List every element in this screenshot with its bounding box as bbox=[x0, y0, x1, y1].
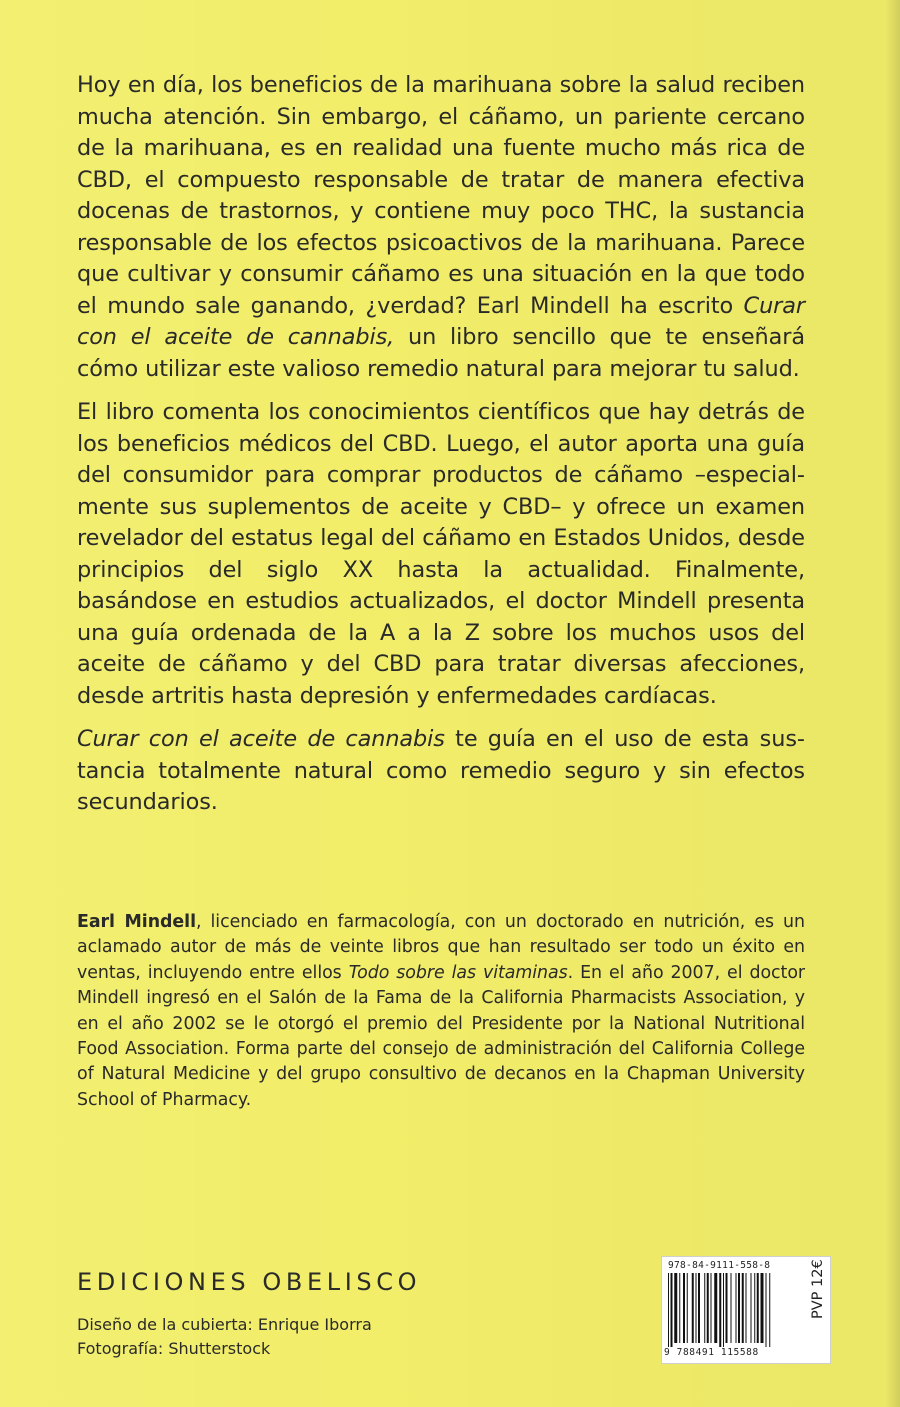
barcode-bar bbox=[714, 1273, 717, 1343]
author-name: Earl Mindell bbox=[77, 912, 196, 932]
barcode-bar bbox=[731, 1273, 732, 1343]
isbn-digits: 9 788491 115588 bbox=[664, 1347, 759, 1358]
barcode-bar bbox=[687, 1273, 688, 1343]
barcode-bar bbox=[692, 1273, 694, 1343]
credits bbox=[77, 1313, 372, 1361]
barcode-bar bbox=[754, 1273, 755, 1343]
barcode-bar bbox=[711, 1273, 712, 1343]
author-bio bbox=[77, 910, 805, 1113]
barcode-bar bbox=[683, 1273, 685, 1343]
barcode-bar bbox=[723, 1273, 724, 1347]
barcode-bar bbox=[769, 1273, 770, 1347]
barcode-bar bbox=[757, 1273, 759, 1343]
barcode-bar bbox=[707, 1273, 709, 1343]
barcode-bar bbox=[704, 1273, 705, 1343]
barcode-bar bbox=[668, 1273, 669, 1347]
blurb-text: El libro comenta los conocimientos científicos que hay detrás de los beneficios médicos del CBD. Luego, el autor aporta una guía del consumidor para comprar productos de cáñamo –especialmente sus suplementos de aceite y CBD– y ofrece un examen revelador del estatus legal del cáñamo en Estados Unidos, desde principios del siglo XX hasta la actualidad. Finalmente, basándose en estudios actualizados, el doctor Mindell presenta una guía ordenada de la A a la Z sobre los muchos usos del aceite de cáñamo y del CBD para tratar diversas afecciones, desde artritis hasta depresión y enfermedades cardíacas. bbox=[77, 399, 805, 709]
barcode-bar bbox=[696, 1273, 697, 1343]
barcode-bar bbox=[766, 1273, 767, 1347]
barcode-bar bbox=[671, 1273, 673, 1347]
barcode-bar bbox=[719, 1273, 721, 1347]
blurb-paragraph-2 bbox=[77, 397, 805, 712]
blurb-text: te guía en el uso de esta sustancia totalmente natural como remedio seguro y sin efectos secundarios. bbox=[77, 726, 806, 815]
blurb-paragraph-3 bbox=[77, 724, 805, 819]
blurb-paragraph-1 bbox=[77, 70, 805, 385]
barcode-bar bbox=[746, 1273, 747, 1343]
barcode-bar bbox=[726, 1273, 728, 1343]
barcode-bar bbox=[698, 1273, 700, 1343]
price-label: PVP 12€ bbox=[810, 1259, 826, 1319]
author-bio-paragraph bbox=[77, 910, 805, 1113]
photography-credit: Fotografía: Shutterstock bbox=[77, 1339, 271, 1358]
barcode-image bbox=[666, 1273, 802, 1347]
barcode-bar bbox=[738, 1273, 740, 1343]
other-book-title: Todo sobre las vitaminas bbox=[348, 962, 568, 983]
barcode-bar bbox=[761, 1273, 764, 1343]
barcode-label bbox=[661, 1256, 831, 1364]
barcode-bar bbox=[674, 1273, 677, 1343]
book-title-italic: Curar con el aceite de cannabis bbox=[77, 726, 445, 752]
bio-text: , licenciado en farmacología, con un doctorado en nutrición, es un aclamado autor de más de veinte libros que han resultado ser todo un éxito en ventas, incluyendo entre ellos bbox=[77, 912, 805, 983]
blurb-text: Hoy en día, los beneficios de la marihuana sobre la salud reciben mucha atención. Sin embargo, el cáñamo, un pariente cercano de la marihuana, es en realidad una fuente mucho más rica de CBD, el compuesto responsable de tratar de manera efectiva docenas de trastornos, y contiene muy poco THC, la sustancia responsable de los efectos psicoactivos de la marihuana. Parece que cultivar y consumir cáñamo es una situación en la que todo el mundo sale ganando, ¿verdad? Earl Mindell ha escrito bbox=[77, 72, 805, 319]
book-blurb bbox=[77, 70, 805, 831]
barcode-bar bbox=[679, 1273, 680, 1343]
publisher-name: EDICIONES OBELISCO bbox=[77, 1268, 422, 1296]
book-title-italic: Curar con el aceite de cannabis, bbox=[77, 292, 805, 350]
blurb-text: un libro sencillo que te enseñará cómo utilizar este valioso remedio natural para mejorar tu salud. bbox=[77, 324, 805, 382]
page-edge-shadow bbox=[886, 0, 900, 1407]
barcode-bar bbox=[751, 1273, 752, 1343]
isbn-hyphenated: 978-84-9111-558-8 bbox=[668, 1260, 771, 1271]
barcode-bar bbox=[736, 1273, 737, 1343]
cover-design-credit: Diseño de la cubierta: Enrique Iborra bbox=[77, 1315, 372, 1334]
bio-text: . En el año 2007, el doctor Mindell ingresó en el Salón de la Fama de la California Pharmacists Association, y en el año 2002 se le otorgó el premio del Presidente por la National Nutritional Food Association. Forma parte del consejo de administración del California College of Natural Medicine y del grupo consultivo de decanos en la Chapman University School of Pharmacy. bbox=[77, 962, 806, 1110]
barcode-bar bbox=[742, 1273, 744, 1343]
